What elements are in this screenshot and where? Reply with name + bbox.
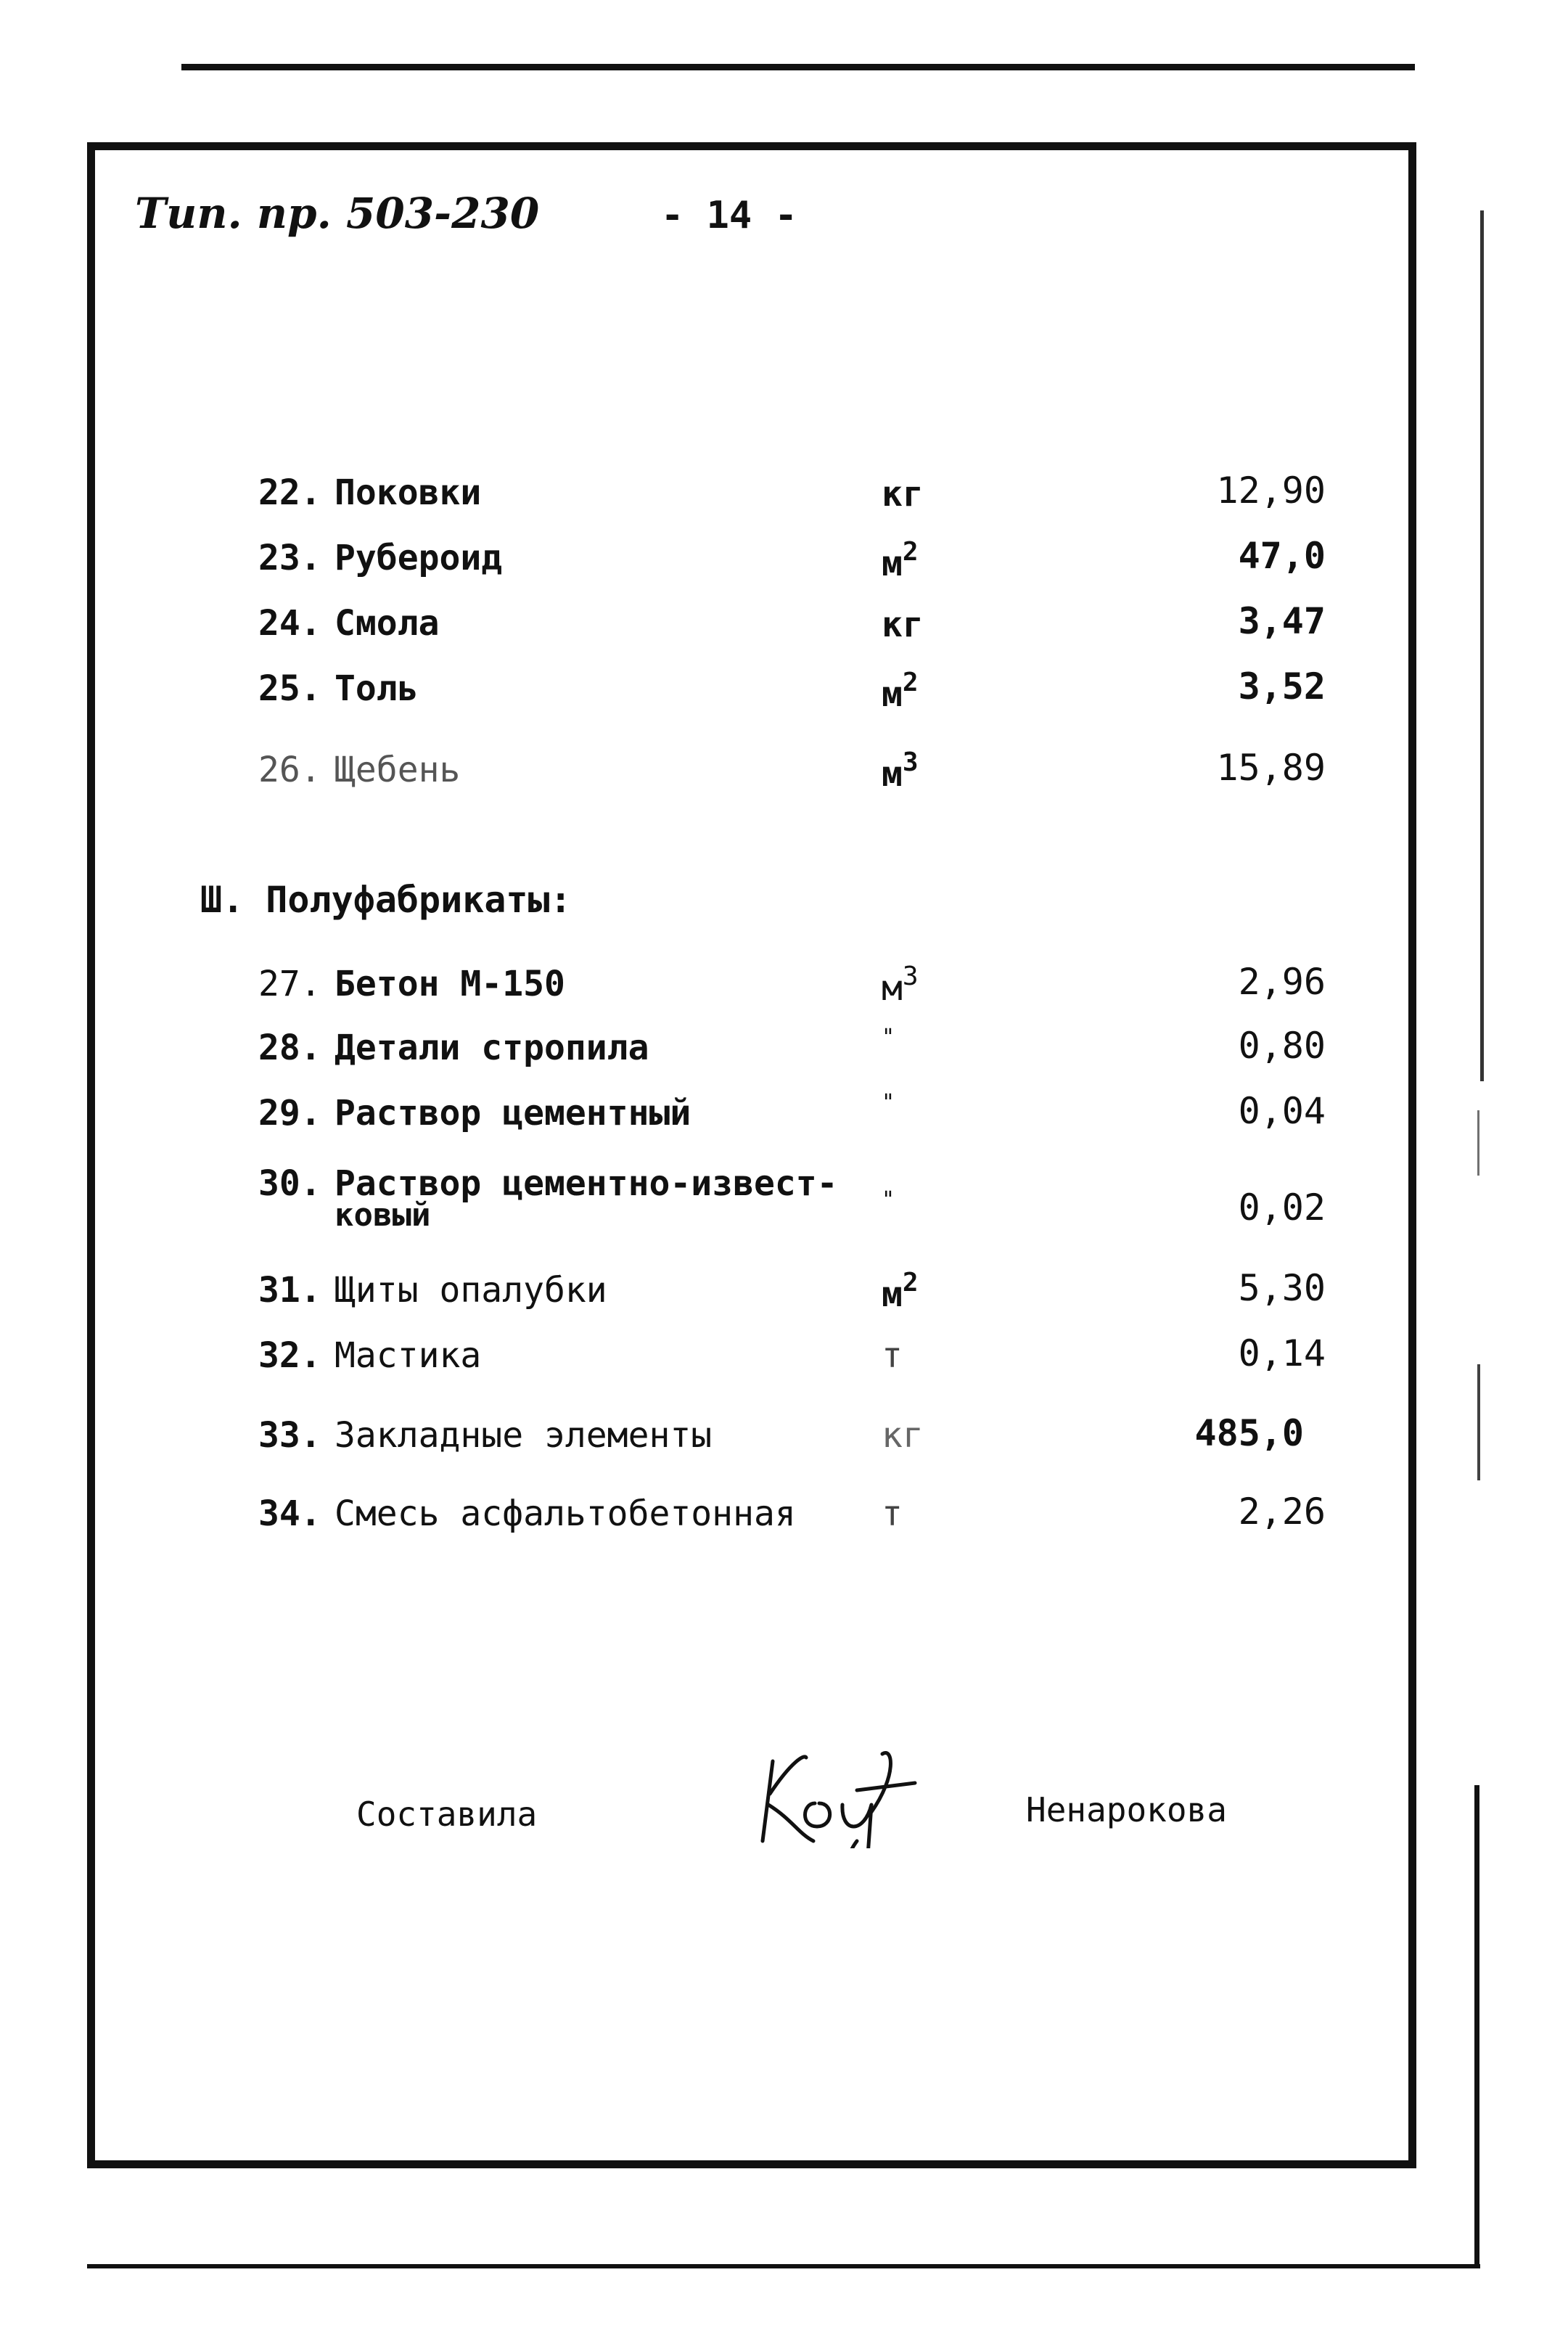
item-name: Смесь асфальтобетонная xyxy=(334,1493,796,1534)
item-value: 2,96 xyxy=(1238,961,1326,1003)
right-rule-upper xyxy=(1480,210,1484,1081)
item-number: 34. xyxy=(258,1493,321,1534)
item-unit: кг xyxy=(882,1415,924,1456)
item-name: Рубероид xyxy=(334,538,503,578)
item-name: Толь xyxy=(334,668,419,709)
item-name: Поковки xyxy=(334,472,482,513)
item-value: 12,90 xyxy=(1216,470,1326,512)
item-name: Смола xyxy=(334,603,440,644)
item-value: 0,14 xyxy=(1238,1332,1326,1374)
item-name: Мастика xyxy=(334,1335,482,1376)
item-name: Бетон М-150 xyxy=(334,964,565,1004)
item-unit: $м^3$ xyxy=(882,747,919,795)
item-number: 29. xyxy=(258,1093,321,1133)
right-tick-1 xyxy=(1477,1110,1479,1176)
project-code: Тип. пр. 503-230 xyxy=(135,189,540,238)
right-rule-lower xyxy=(1474,1785,1479,2266)
item-unit: кг xyxy=(882,474,924,515)
item-value: 0,80 xyxy=(1238,1025,1326,1067)
item-unit: " xyxy=(882,1025,895,1050)
item-unit: $м^2$ xyxy=(882,537,919,584)
item-name: Закладные элементы xyxy=(334,1415,713,1456)
item-number: 24. xyxy=(258,603,321,644)
item-unit: кг xyxy=(882,604,924,645)
item-value: 5,30 xyxy=(1238,1267,1326,1309)
item-value: 3,47 xyxy=(1238,600,1326,642)
item-value: 15,89 xyxy=(1216,747,1326,789)
item-unit: $м^3$ xyxy=(882,962,919,1009)
item-value: 0,04 xyxy=(1238,1090,1326,1132)
compiler-name: Ненарокова xyxy=(1026,1790,1227,1829)
item-unit: " xyxy=(882,1187,895,1213)
item-unit: $м^2$ xyxy=(882,1268,919,1315)
item-name: Детали стропила xyxy=(334,1028,649,1068)
item-name-continued: ковый xyxy=(334,1197,431,1234)
item-number: 33. xyxy=(258,1415,321,1456)
item-unit: $м^2$ xyxy=(882,668,919,715)
item-name: Щебень xyxy=(334,750,461,790)
page-number: - 14 - xyxy=(661,194,797,237)
item-number: 27. xyxy=(258,964,321,1004)
item-number: 25. xyxy=(258,668,321,709)
item-value: 3,52 xyxy=(1238,665,1326,708)
document-frame xyxy=(87,142,1416,2168)
item-number: 30. xyxy=(258,1163,321,1204)
item-unit: т xyxy=(882,1335,903,1376)
item-name: Раствор цементно-извест- xyxy=(334,1163,838,1204)
item-value: 47,0 xyxy=(1238,535,1326,577)
bottom-rule xyxy=(87,2264,1480,2268)
item-value: 485,0 xyxy=(1194,1412,1304,1454)
item-value: 2,26 xyxy=(1238,1491,1326,1533)
item-number: 22. xyxy=(258,472,321,513)
item-name: Раствор цементный xyxy=(334,1093,691,1133)
item-number: 31. xyxy=(258,1270,321,1311)
item-value: 0,02 xyxy=(1238,1186,1326,1229)
compiled-by-label: Составила xyxy=(356,1795,538,1834)
section-title: Ш. Полуфабрикаты: xyxy=(200,879,572,921)
signature xyxy=(748,1732,937,1848)
item-name: Щиты опалубки xyxy=(334,1270,607,1311)
item-number: 28. xyxy=(258,1028,321,1068)
item-number: 26. xyxy=(258,750,321,790)
item-unit: т xyxy=(882,1493,903,1534)
item-unit: " xyxy=(882,1090,895,1115)
top-rule xyxy=(181,64,1415,70)
right-tick-2 xyxy=(1477,1364,1480,1480)
item-number: 23. xyxy=(258,538,321,578)
item-number: 32. xyxy=(258,1335,321,1376)
